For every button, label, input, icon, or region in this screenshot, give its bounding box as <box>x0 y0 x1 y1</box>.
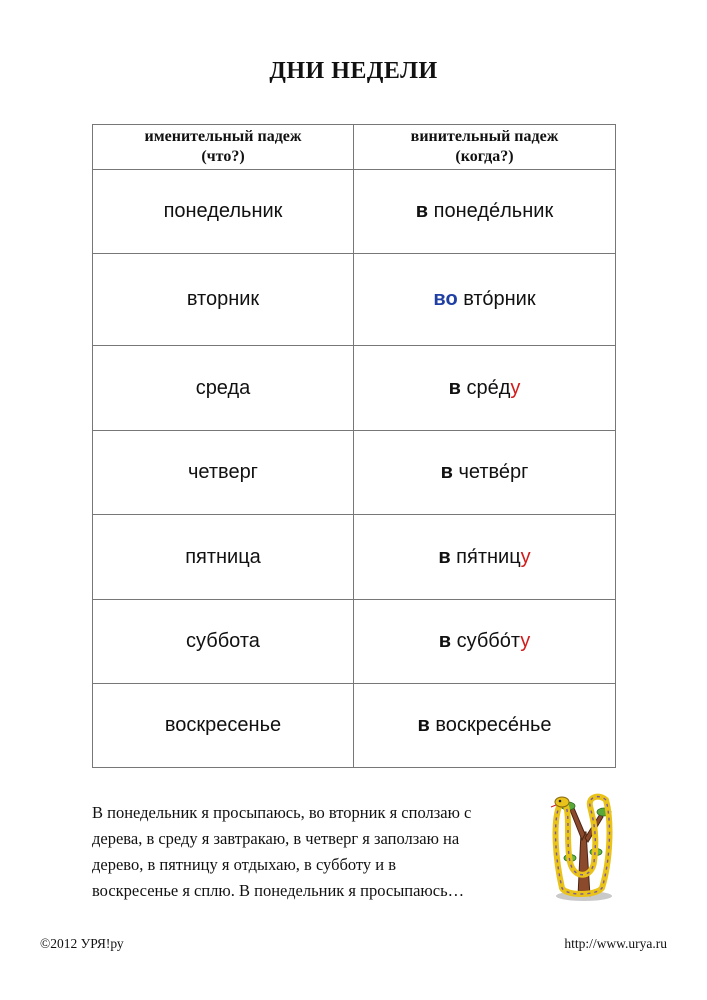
header-nominative-line2: (что?) <box>201 148 245 165</box>
accusative-cell <box>354 254 616 346</box>
accusative-cell <box>354 515 616 600</box>
nominative-cell: среда <box>93 346 354 431</box>
header-accusative-line1: винительный падеж <box>410 128 559 145</box>
story-line: воскресенье я сплю. В понедельник я просыпаюсь… <box>92 881 465 900</box>
accusative-cell <box>354 170 616 254</box>
preposition: в <box>448 376 461 399</box>
nominative-cell: пятница <box>93 515 354 600</box>
preposition: в <box>415 200 429 222</box>
word-stem: понеде́льник <box>433 200 554 222</box>
nominative-cell: суббота <box>93 600 354 684</box>
snake-on-tree-icon <box>548 792 618 904</box>
preposition: в <box>438 545 451 568</box>
days-table <box>92 124 616 768</box>
word-stem: вто́рник <box>463 288 536 310</box>
footer-copyright: ©2012 УРЯ!ру <box>40 936 124 951</box>
nominative-cell: вторник <box>93 254 354 346</box>
word-stem: суббо́т <box>456 630 521 652</box>
footer-url-link[interactable]: http://www.urya.ru <box>564 936 667 951</box>
word-stem: пя́тниц <box>456 545 521 568</box>
accusative-cell <box>354 346 616 431</box>
story-line: дерево, в пятницу я отдыхаю, в субботу и в <box>92 855 397 874</box>
preposition: в <box>417 714 430 736</box>
accusative-cell <box>354 431 616 515</box>
header-accusative <box>354 125 616 170</box>
preposition: в <box>438 630 452 652</box>
table-row <box>93 254 616 346</box>
accusative-cell <box>354 600 616 684</box>
table-row <box>93 515 616 600</box>
nominative-cell: воскресенье <box>93 684 354 768</box>
header-accusative-line2: (когда?) <box>455 148 514 165</box>
story-paragraph <box>92 800 540 904</box>
word-ending: у <box>520 630 531 652</box>
accusative-cell <box>354 684 616 768</box>
header-nominative <box>93 125 354 170</box>
word-stem: четве́рг <box>458 461 529 483</box>
nominative-cell: понедельник <box>93 170 354 254</box>
word-ending: у <box>520 545 531 568</box>
preposition: в <box>440 461 453 483</box>
story-line: дерева, в среду я завтракаю, в четверг я заползаю на <box>92 829 460 848</box>
table-row <box>93 431 616 515</box>
word-stem: сре́д <box>466 376 511 399</box>
story-line: В понедельник я просыпаюсь, во вторник я сползаю с <box>92 803 472 822</box>
word-ending: у <box>510 376 521 399</box>
table-header-row <box>93 125 616 170</box>
table-row <box>93 170 616 254</box>
table-row <box>93 684 616 768</box>
header-nominative-line1: именительный падеж <box>144 128 302 145</box>
word-stem: воскресе́нье <box>435 714 552 736</box>
preposition: во <box>433 288 458 310</box>
page-title: ДНИ НЕДЕЛИ <box>269 58 438 84</box>
table-row <box>93 346 616 431</box>
nominative-cell: четверг <box>93 431 354 515</box>
table-row <box>93 600 616 684</box>
